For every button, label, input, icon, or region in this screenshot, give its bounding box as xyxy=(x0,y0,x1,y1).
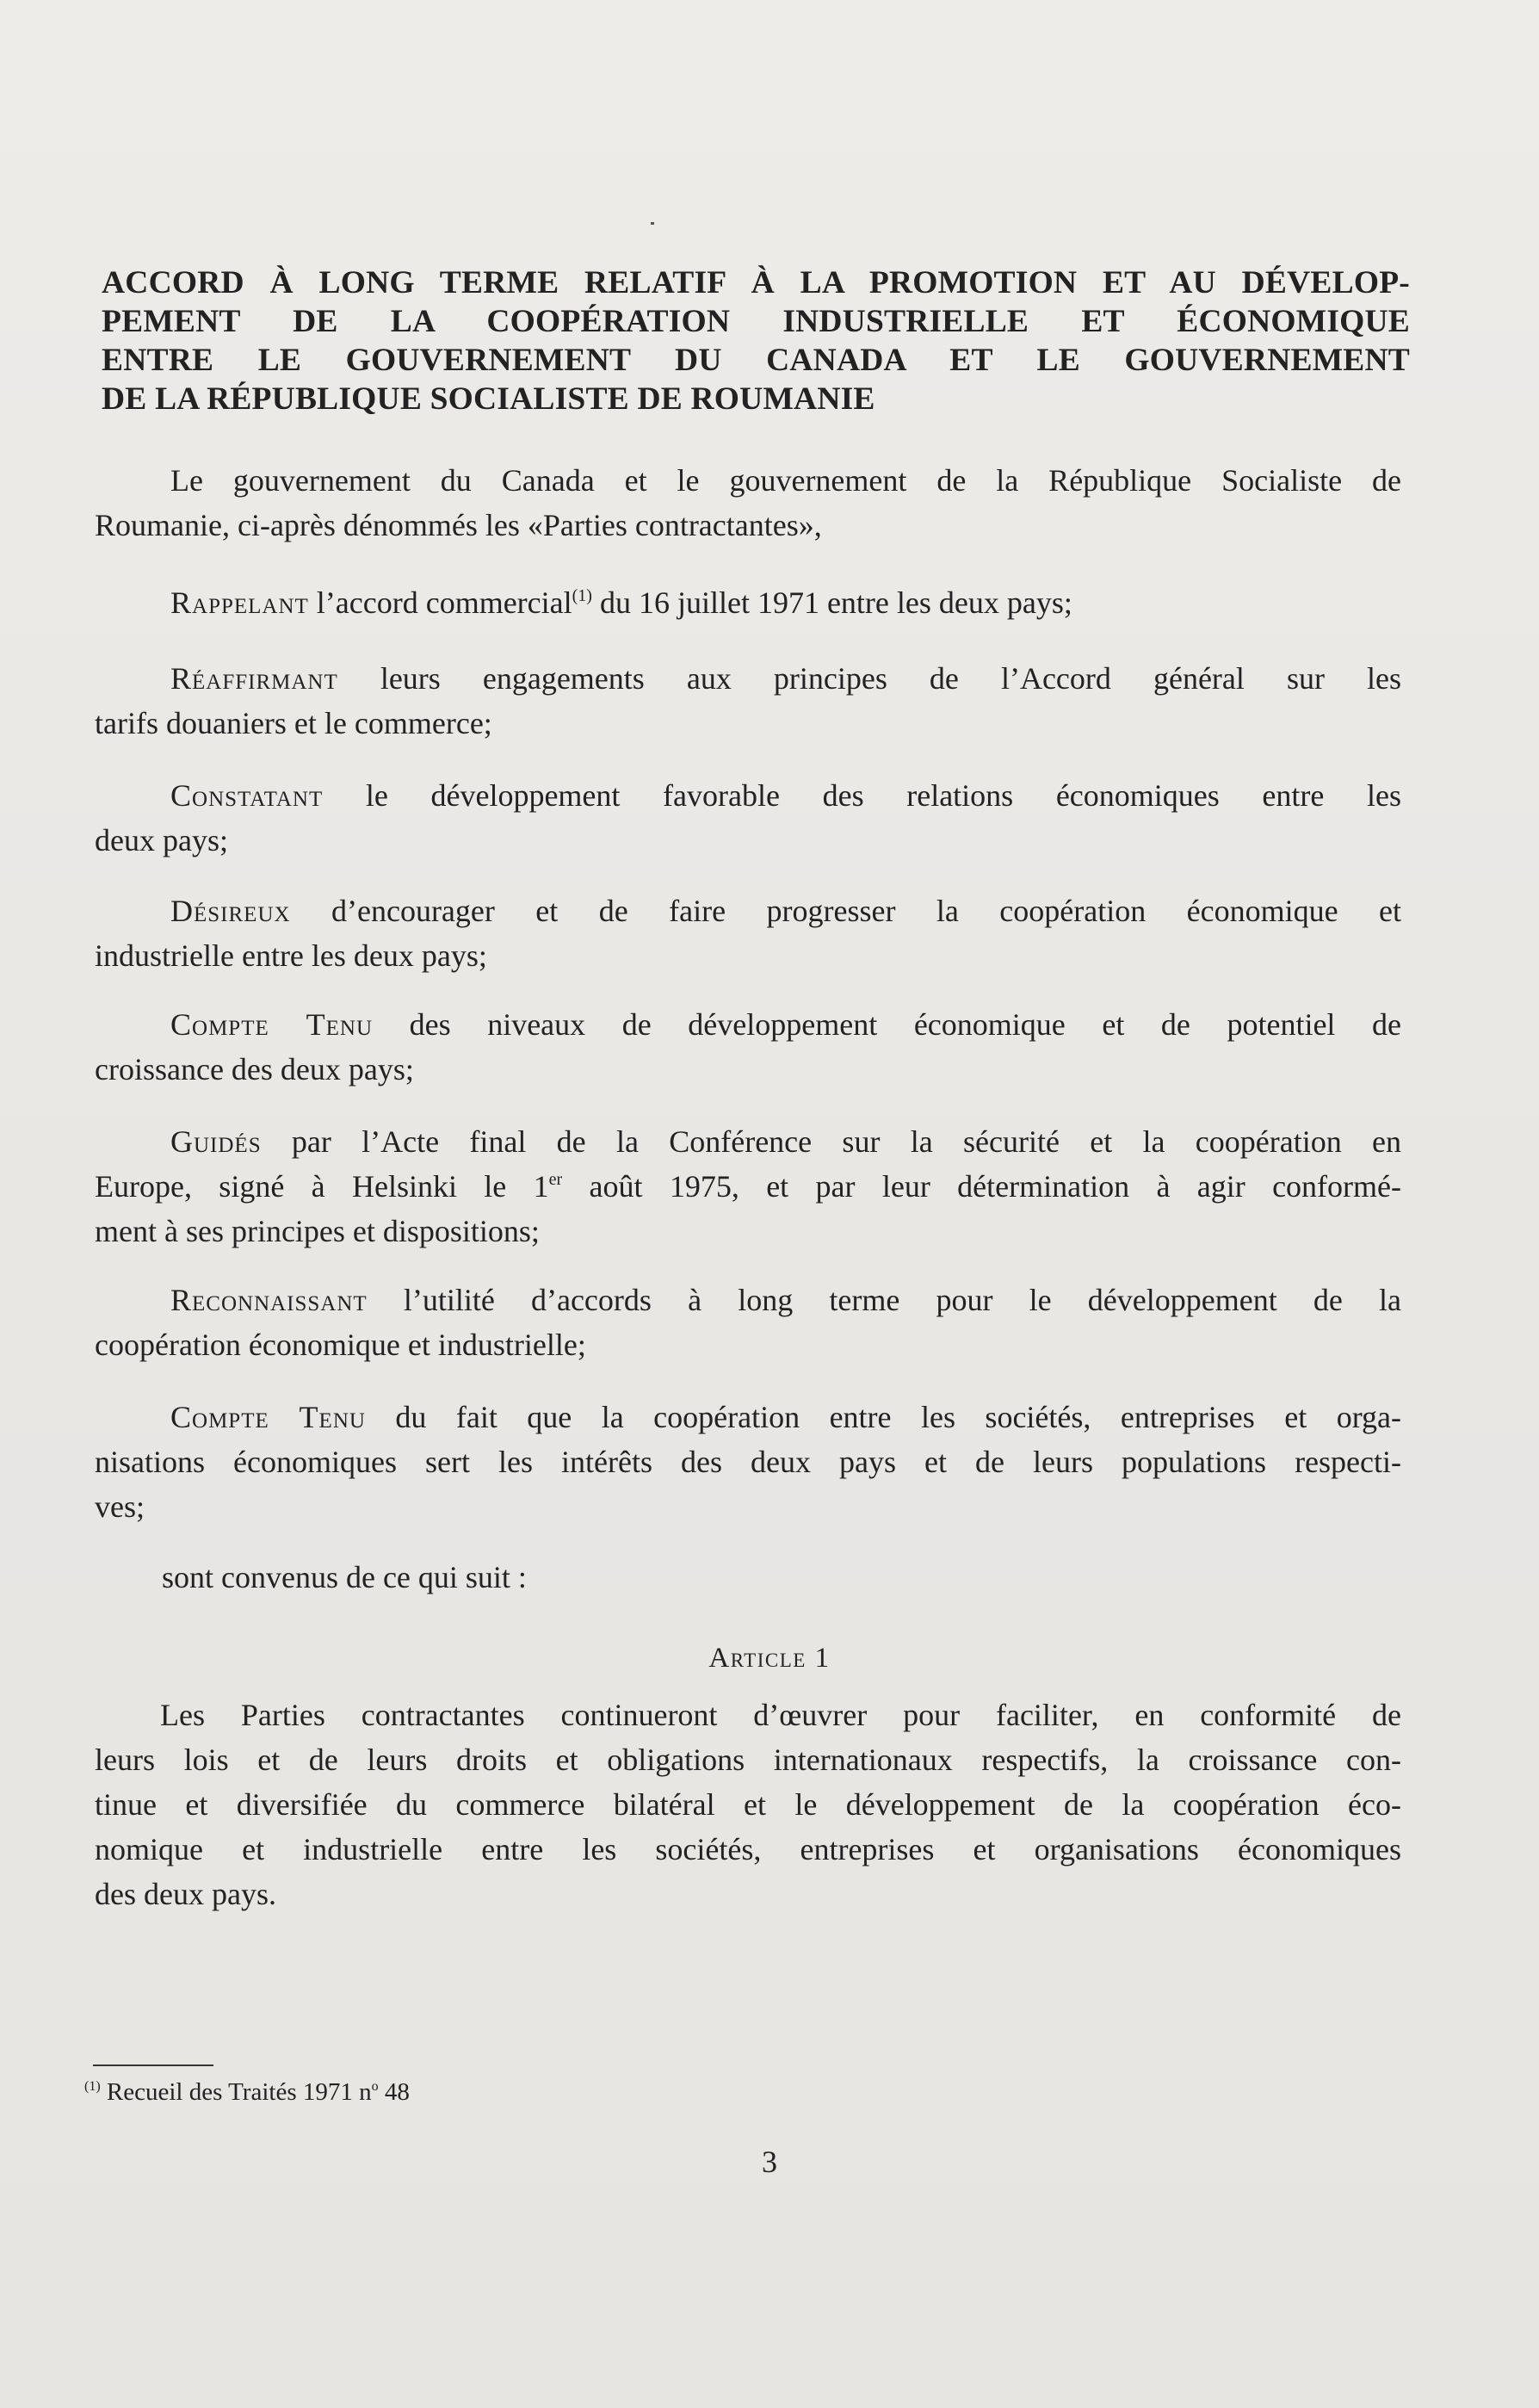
compte-tenu-text: des niveaux de développement économique et de potentiel de xyxy=(373,1007,1401,1042)
compte-tenu-2-text: du fait que la coopération entre les sociétés, entreprises et orga- xyxy=(365,1400,1401,1434)
footnote-reference: (1) xyxy=(572,586,592,605)
desireux-paragraph xyxy=(95,888,1401,978)
compte-tenu-line: croissance des deux pays; xyxy=(95,1052,414,1086)
guides-text: août 1975, et par leur détermination à agir conformé- xyxy=(562,1169,1402,1204)
preamble-line: Le gouvernement du Canada et le gouvernement de la République Socialiste de xyxy=(170,463,1401,498)
guides-text: par l’Acte final de la Conférence sur la sécurité et la coopération en xyxy=(261,1124,1401,1159)
constatant-text: le développement favorable des relations économiques entre les xyxy=(323,778,1401,813)
rappelant-text-end: du 16 juillet 1971 entre les deux pays; xyxy=(591,585,1072,620)
rappelant-keyword: Rappelant xyxy=(170,585,309,620)
ordinal-superscript: er xyxy=(548,1170,563,1189)
reconnaissant-text: l’utilité d’accords à long terme pour le développement de la xyxy=(367,1283,1401,1317)
compte-tenu-2-line: nisations économiques sert les intérêts des deux pays et de leurs populations respecti- xyxy=(95,1445,1401,1479)
desireux-text: d’encourager et de faire progresser la coopération économique et xyxy=(290,894,1401,928)
reconnaissant-paragraph xyxy=(95,1278,1401,1367)
guides-line: ment à ses principes et dispositions; xyxy=(95,1214,540,1248)
reaffirmant-line: tarifs douaniers et le commerce; xyxy=(95,706,492,740)
article-1-line: nomique et industrielle entre les sociétés, entreprises et organisations économiques xyxy=(95,1832,1401,1866)
ink-speck xyxy=(651,222,654,225)
footnote-marker: (1) xyxy=(84,2079,101,2094)
footnote-rule xyxy=(93,2064,213,2066)
footnote xyxy=(84,2075,410,2109)
title-line: ENTRE LE GOUVERNEMENT DU CANADA ET LE GOUVERNEMENT xyxy=(102,343,1410,378)
article-1-line: Les Parties contractantes continueront d’œuvrer pour faciliter, en conformité de xyxy=(160,1698,1401,1732)
compte-tenu-2-line xyxy=(95,1395,1401,1439)
title-line: ACCORD À LONG TERME RELATIF À LA PROMOTION ET AU DÉVELOP- xyxy=(102,265,1410,300)
rappelant-paragraph xyxy=(95,580,1401,625)
guides-line xyxy=(95,1119,1401,1164)
article-1-line: des deux pays. xyxy=(95,1877,276,1911)
desireux-line: industrielle entre les deux pays; xyxy=(95,938,487,973)
footnote-number-sign: o xyxy=(371,2079,379,2094)
desireux-line xyxy=(95,888,1401,933)
guides-keyword: Guidés xyxy=(170,1124,262,1159)
article-heading: Article 1 xyxy=(708,1643,831,1674)
compte-tenu-2-keyword: Compte Tenu xyxy=(170,1400,366,1434)
preamble-paragraph xyxy=(95,458,1401,548)
convenus-line: sont convenus de ce qui suit : xyxy=(162,1560,527,1594)
reconnaissant-line: coopération économique et industrielle; xyxy=(95,1328,586,1362)
compte-tenu-paragraph xyxy=(95,1002,1401,1092)
article-1-line: tinue et diversifiée du commerce bilatéral et le développement de la coopération éco- xyxy=(95,1787,1401,1822)
compte-tenu-2-paragraph xyxy=(95,1395,1401,1529)
constatant-line: deux pays; xyxy=(95,823,228,857)
reaffirmant-keyword: Réaffirmant xyxy=(170,661,338,696)
constatant-paragraph xyxy=(95,773,1401,863)
rappelant-line xyxy=(95,580,1401,625)
convenus-paragraph xyxy=(95,1555,1401,1600)
rappelant-text: l’accord commercial xyxy=(308,585,572,620)
reconnaissant-line xyxy=(95,1278,1401,1322)
guides-line xyxy=(95,1164,1401,1209)
article-1-body xyxy=(95,1693,1401,1916)
desireux-keyword: Désireux xyxy=(170,894,291,928)
title-line: DE LA RÉPUBLIQUE SOCIALISTE DE ROUMANIE xyxy=(102,381,875,417)
guides-paragraph xyxy=(95,1119,1401,1254)
document-title xyxy=(102,263,1410,418)
footnote-text: Recueil des Traités 1971 n xyxy=(100,2078,372,2106)
compte-tenu-line xyxy=(95,1002,1401,1047)
footnote-number: 48 xyxy=(378,2078,410,2106)
compte-tenu-2-line: ves; xyxy=(95,1489,145,1524)
reconnaissant-keyword: Reconnaissant xyxy=(170,1283,368,1317)
preamble-line: Roumanie, ci-après dénommés les «Parties contractantes», xyxy=(95,508,822,542)
article-1-line: leurs lois et de leurs droits et obligations internationaux respectifs, la croissance con- xyxy=(95,1743,1401,1777)
title-line: PEMENT DE LA COOPÉRATION INDUSTRIELLE ET ÉCONOMIQUE xyxy=(102,304,1410,339)
reaffirmant-line xyxy=(95,656,1401,701)
reaffirmant-text: leurs engagements aux principes de l’Accord général sur les xyxy=(337,661,1401,696)
constatant-keyword: Constatant xyxy=(170,778,324,813)
page-number: 3 xyxy=(762,2145,777,2179)
reaffirmant-paragraph xyxy=(95,656,1401,746)
constatant-line xyxy=(95,773,1401,818)
guides-text: Europe, signé à Helsinki le 1 xyxy=(95,1169,549,1204)
compte-tenu-keyword: Compte Tenu xyxy=(170,1007,374,1042)
